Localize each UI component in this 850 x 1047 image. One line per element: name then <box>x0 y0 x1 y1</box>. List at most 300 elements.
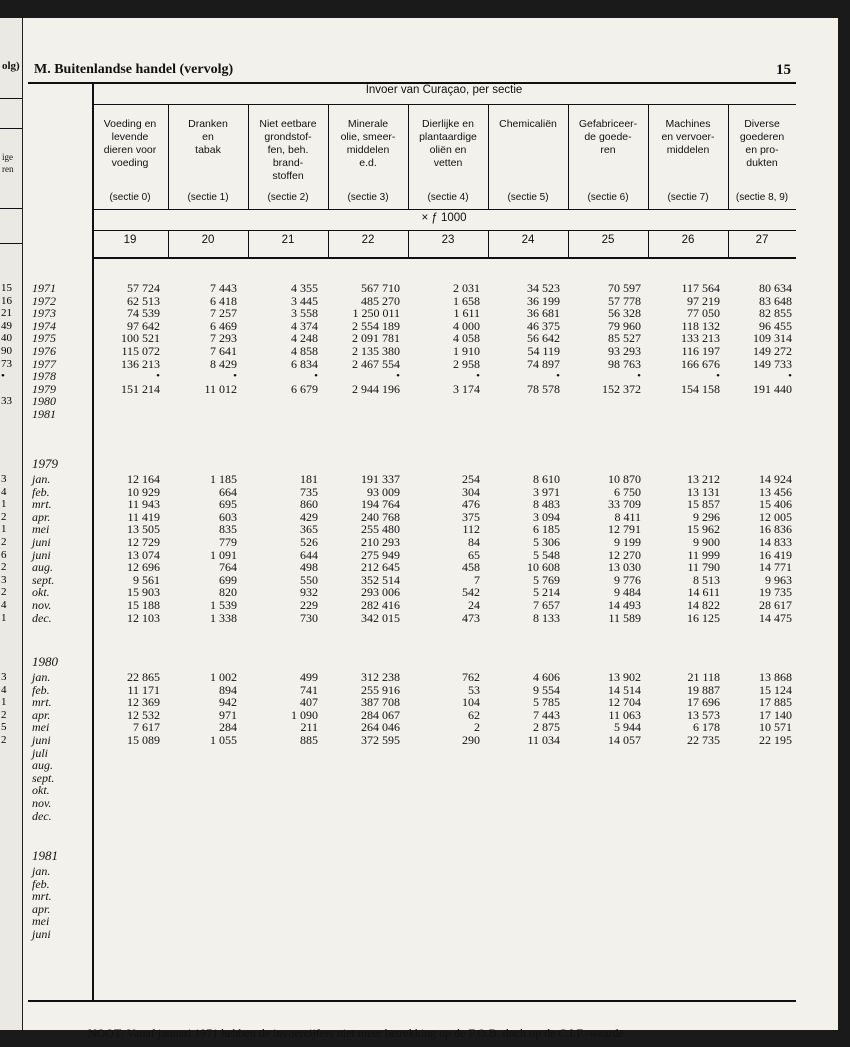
table-cell: 550 <box>300 572 318 587</box>
table-cell: 15 857 <box>687 497 720 512</box>
table-cell: 6 834 <box>291 356 318 371</box>
table-cell: 24 <box>468 597 480 612</box>
table-cell: 1 055 <box>210 732 237 747</box>
strip-number: 21 <box>1 307 12 320</box>
table-cell: 93 009 <box>367 484 400 499</box>
table-cell: 3 094 <box>533 509 560 524</box>
table-cell: 77 050 <box>687 306 720 321</box>
unit-label: × ƒ 1000 <box>421 212 467 224</box>
month-labels <box>32 473 54 624</box>
table-cell: 284 <box>219 720 237 735</box>
table-cell: 458 <box>462 560 480 575</box>
column-header-label: Machines en vervoer- middelen <box>661 118 715 156</box>
year-label: 1978 <box>32 369 56 384</box>
table-cell: 11 790 <box>687 560 720 575</box>
table-cell: 12 729 <box>127 534 160 549</box>
strip-number: • <box>1 370 5 383</box>
table-cell: 65 <box>468 547 480 562</box>
table-cell: 104 <box>462 695 480 710</box>
month-label: okt. <box>32 585 50 600</box>
table-cell: 11 012 <box>204 381 237 396</box>
strip-number: 1 <box>1 523 7 536</box>
column-header-label: Gefabriceer- de goede- ren <box>578 118 638 156</box>
table-cell: 2 554 189 <box>352 318 400 333</box>
table-cell: 181 <box>300 472 318 486</box>
column-header-label: Voeding en levende dieren voor voeding <box>103 118 157 169</box>
annual-column <box>702 282 792 395</box>
table-cell: 74 897 <box>527 356 560 371</box>
table-cell: 255 480 <box>361 522 400 537</box>
table-cell: 12 704 <box>608 695 641 710</box>
table-cell: 11 034 <box>527 732 560 747</box>
table-cell: 53 <box>468 682 480 697</box>
month-label: jan. <box>32 472 51 486</box>
table-cell: 10 571 <box>759 720 792 735</box>
table-cell: 885 <box>300 732 318 747</box>
column-header-label: Dierlijke en plantaardige oliën en vetten <box>419 118 477 169</box>
table-cell: 2 031 <box>453 281 480 295</box>
table-cell: 6 185 <box>533 522 560 537</box>
table-cell: 36 199 <box>527 293 560 308</box>
annual-column <box>147 282 237 395</box>
table-cell: 133 213 <box>681 331 720 346</box>
unit-rule <box>92 230 796 231</box>
table-cell: 22 735 <box>687 732 720 747</box>
table-cell: 2 091 781 <box>352 331 400 346</box>
table-cell: 191 440 <box>753 381 792 396</box>
monthly-1979-column <box>470 473 560 624</box>
table-cell: 9 900 <box>693 534 720 549</box>
table-cell: 97 642 <box>127 318 160 333</box>
table-cell: 14 475 <box>759 610 792 625</box>
table-cell: 473 <box>462 610 480 625</box>
table-cell: 11 171 <box>127 682 160 697</box>
table-cell: 7 293 <box>210 331 237 346</box>
table-cell: 498 <box>300 560 318 575</box>
table-cell: 7 641 <box>210 343 237 358</box>
strip-number: 49 <box>1 319 12 332</box>
table-cell: 730 <box>300 610 318 625</box>
column-number: 26 <box>681 234 695 246</box>
month-label: dec. <box>32 610 52 625</box>
table-cell: 5 944 <box>614 720 641 735</box>
table-cell: 8 133 <box>533 610 560 625</box>
table-cell: 644 <box>300 547 318 562</box>
table-cell: 567 710 <box>361 281 400 295</box>
column-divider <box>168 104 169 209</box>
column-number: 20 <box>201 234 215 246</box>
table-cell: 3 174 <box>453 381 480 396</box>
strip-number: 4 <box>1 485 7 498</box>
table-cell: 194 764 <box>361 497 400 512</box>
monthly-1980-column <box>702 671 792 747</box>
table-cell: 11 943 <box>127 497 160 512</box>
strip-number <box>1 383 12 396</box>
table-cell: 96 455 <box>759 318 792 333</box>
table-cell: 152 372 <box>602 381 641 396</box>
table-cell: 15 962 <box>687 522 720 537</box>
table-cell: 12 532 <box>127 707 160 722</box>
column-divider <box>568 230 569 257</box>
table-cell: 57 778 <box>608 293 641 308</box>
table-cell: 15 188 <box>127 597 160 612</box>
table-cell: 16 836 <box>759 522 792 537</box>
table-cell: • <box>396 370 400 383</box>
column-divider <box>648 104 649 209</box>
column-header-label: Minerale olie, smeer- middelen e.d. <box>340 118 396 169</box>
table-cell: 499 <box>300 670 318 684</box>
year-1981-heading: 1981 <box>32 848 58 863</box>
table-cell: 13 030 <box>608 560 641 575</box>
table-cell: 7 443 <box>210 281 237 295</box>
table-cell: 342 015 <box>361 610 400 625</box>
month-label: mrt. <box>32 695 52 710</box>
table-cell: 4 000 <box>453 318 480 333</box>
table-cell: 13 573 <box>687 707 720 722</box>
table-cell: 894 <box>219 682 237 697</box>
table-cell: 4 058 <box>453 331 480 346</box>
table-cell: 542 <box>462 585 480 600</box>
strip-number: 2 <box>1 561 7 574</box>
monthly-1980-column <box>147 671 237 747</box>
header-rule <box>92 209 796 210</box>
strip-numbers <box>1 473 7 624</box>
strip-number: 2 <box>1 535 7 548</box>
table-cell: 312 238 <box>361 670 400 684</box>
column-number: 27 <box>755 234 769 246</box>
table-cell: 526 <box>300 534 318 549</box>
table-cell: 13 902 <box>608 670 641 684</box>
table-cell: 4 374 <box>291 318 318 333</box>
month-label: juni <box>32 732 51 747</box>
table-cell: • <box>476 370 480 383</box>
table-cell: 57 724 <box>127 281 160 295</box>
year-label: 1980 <box>32 394 56 409</box>
table-cell: 13 131 <box>687 484 720 499</box>
table-cell: 22 195 <box>759 732 792 747</box>
column-section: (sectie 3) <box>347 192 389 203</box>
table-cell: 603 <box>219 509 237 524</box>
table-cell: 118 132 <box>681 318 720 333</box>
table-cell: 860 <box>300 497 318 512</box>
month-label: okt. <box>32 783 50 798</box>
strip-number: 33 <box>1 395 12 408</box>
year-label: 1981 <box>32 406 56 421</box>
table-cell: 476 <box>462 497 480 512</box>
month-label: feb. <box>32 876 50 891</box>
table-cell: 5 306 <box>533 534 560 549</box>
table-cell: 78 578 <box>527 381 560 396</box>
table-cell: 28 617 <box>759 597 792 612</box>
month-label: aug. <box>32 560 53 575</box>
monthly-1979-column <box>551 473 641 624</box>
table-cell: 80 634 <box>759 281 792 295</box>
table-cell: 9 554 <box>533 682 560 697</box>
strip-number: 2 <box>1 708 7 721</box>
table-cell: 407 <box>300 695 318 710</box>
title-rule <box>92 104 796 105</box>
table-cell: 14 057 <box>608 732 641 747</box>
table-cell: 375 <box>462 509 480 524</box>
table-cell: 19 887 <box>687 682 720 697</box>
table-cell: 282 416 <box>361 597 400 612</box>
table-cell: 3 971 <box>533 484 560 499</box>
table-cell: 109 314 <box>753 331 792 346</box>
year-label: 1976 <box>32 343 56 358</box>
table-cell: 942 <box>219 695 237 710</box>
table-cell: 9 484 <box>614 585 641 600</box>
table-cell: 5 548 <box>533 547 560 562</box>
table-cell: 6 178 <box>693 720 720 735</box>
table-cell: 12 270 <box>608 547 641 562</box>
table-cell: 6 469 <box>210 318 237 333</box>
table-cell: 1 539 <box>210 597 237 612</box>
table-cell: 1 611 <box>453 306 480 321</box>
year-label: 1979 <box>32 381 56 396</box>
strip-number: 5 <box>1 721 7 734</box>
table-cell: 13 074 <box>127 547 160 562</box>
table-cell: 56 328 <box>608 306 641 321</box>
column-divider <box>648 230 649 257</box>
table-cell: 17 140 <box>759 707 792 722</box>
table-cell: 85 527 <box>608 331 641 346</box>
month-label: mei <box>32 522 50 537</box>
table-cell: 70 597 <box>608 281 641 295</box>
table-cell: 1 002 <box>210 670 237 684</box>
year-label: 1974 <box>32 318 56 333</box>
column-section: (sectie 5) <box>507 192 549 203</box>
month-labels <box>32 671 54 822</box>
strip-number: 3 <box>1 671 7 683</box>
month-label: nov. <box>32 597 52 612</box>
table-cell: 19 735 <box>759 585 792 600</box>
table-cell: 136 213 <box>121 356 160 371</box>
table-cell: 149 272 <box>753 343 792 358</box>
table-cell: 762 <box>462 670 480 684</box>
column-divider <box>728 104 729 209</box>
table-cell: 932 <box>300 585 318 600</box>
month-label: nov. <box>32 795 52 810</box>
column-header-label: Diverse goederen en pro- dukten <box>739 118 785 169</box>
table-cell: 56 642 <box>527 331 560 346</box>
table-cell: 15 903 <box>127 585 160 600</box>
table-cell: 275 949 <box>361 547 400 562</box>
table-cell: 764 <box>219 560 237 575</box>
month-label: jan. <box>32 864 51 878</box>
table-cell: 304 <box>462 484 480 499</box>
table-cell: 5 769 <box>533 572 560 587</box>
table-cell: 98 763 <box>608 356 641 371</box>
table-cell: 352 514 <box>361 572 400 587</box>
table-cell: 14 493 <box>608 597 641 612</box>
table-cell: 21 118 <box>687 670 720 684</box>
table-cell: • <box>716 370 720 383</box>
table-cell: 6 750 <box>614 484 641 499</box>
table-cell: 779 <box>219 534 237 549</box>
strip-number: 15 <box>1 282 12 294</box>
table-cell: 14 833 <box>759 534 792 549</box>
table-cell: 835 <box>219 522 237 537</box>
table-cell: 7 257 <box>210 306 237 321</box>
table-cell: 11 999 <box>687 547 720 562</box>
column-divider <box>488 104 489 209</box>
table-cell: 293 006 <box>361 585 400 600</box>
table-cell: 2 135 380 <box>352 343 400 358</box>
table-cell: 4 858 <box>291 343 318 358</box>
column-section: (sectie 7) <box>667 192 709 203</box>
table-cell: 115 072 <box>121 343 160 358</box>
column-divider <box>328 230 329 257</box>
month-label: aug. <box>32 758 53 773</box>
table-cell: 15 124 <box>759 682 792 697</box>
table-cell: 83 648 <box>759 293 792 308</box>
strip-number: 1 <box>1 611 7 624</box>
strip-number: 4 <box>1 598 7 611</box>
annual-column <box>310 282 400 395</box>
column-divider <box>568 104 569 209</box>
column-divider <box>248 230 249 257</box>
table-cell: 240 768 <box>361 509 400 524</box>
table-cell: 485 270 <box>361 293 400 308</box>
strip-number: 1 <box>1 696 7 709</box>
monthly-1980-column <box>390 671 480 747</box>
table-cell: 46 375 <box>527 318 560 333</box>
table-cell: 12 696 <box>127 560 160 575</box>
table-cell: 10 929 <box>127 484 160 499</box>
table-cell: 429 <box>300 509 318 524</box>
year-label: 1972 <box>32 293 56 308</box>
table-cell: 7 443 <box>533 707 560 722</box>
table-cell: 1 185 <box>210 472 237 486</box>
monthly-1979-column <box>228 473 318 624</box>
month-label: apr. <box>32 901 51 916</box>
table-cell: 211 <box>300 720 318 735</box>
strip-number: 40 <box>1 332 12 345</box>
table-cell: 166 676 <box>681 356 720 371</box>
column-number: 22 <box>361 234 375 246</box>
monthly-1979-column <box>147 473 237 624</box>
table-cell: 93 293 <box>608 343 641 358</box>
monthly-1980-column <box>228 671 318 747</box>
month-label: feb. <box>32 484 50 499</box>
strip-number: 1 <box>1 498 7 511</box>
strip-number: 4 <box>1 683 7 696</box>
month-label: juli <box>32 745 49 760</box>
strip-number: 90 <box>1 344 12 357</box>
table-cell: • <box>156 370 160 383</box>
table-cell: 12 103 <box>127 610 160 625</box>
monthly-1980-column <box>470 671 560 747</box>
strip-top-label: olg) <box>2 60 20 72</box>
table-cell: 97 219 <box>687 293 720 308</box>
table-cell: 254 <box>462 472 480 486</box>
year-labels <box>32 282 56 421</box>
year-label: 1975 <box>32 331 56 346</box>
year-1980-heading: 1980 <box>32 654 58 669</box>
table-cell: • <box>788 370 792 383</box>
column-number: 24 <box>521 234 535 246</box>
month-label: sept. <box>32 572 55 587</box>
month-label: feb. <box>32 682 50 697</box>
table-cell: 8 513 <box>693 572 720 587</box>
table-cell: 22 865 <box>127 670 160 684</box>
year-label: 1971 <box>32 281 56 295</box>
page <box>0 18 838 1040</box>
strip-number: 6 <box>1 548 7 561</box>
strip-numbers <box>1 282 12 408</box>
table-cell: 11 589 <box>608 610 641 625</box>
table-cell: 212 645 <box>361 560 400 575</box>
table-cell: 54 119 <box>527 343 560 358</box>
table-cell: 695 <box>219 497 237 512</box>
table-cell: 4 355 <box>291 281 318 295</box>
table-cell: 8 429 <box>210 356 237 371</box>
monthly-1980-column <box>551 671 641 747</box>
footnote: NOOT: Vanaf januari 1971 hebben de invoercijfers niet meer betrekking op de F.O.B. doch op de C.I.F.-waarde <box>88 1026 624 1040</box>
strip-number: 73 <box>1 357 12 370</box>
table-cell: 154 158 <box>681 381 720 396</box>
table-cell: • <box>556 370 560 383</box>
table-cell: 741 <box>300 682 318 697</box>
table-cell: 79 960 <box>608 318 641 333</box>
table-cell: 11 419 <box>127 509 160 524</box>
table-cell: 9 199 <box>614 534 641 549</box>
column-header-label: Chemicaliën <box>499 118 557 130</box>
table-cell: 100 521 <box>121 331 160 346</box>
table-cell: 12 005 <box>759 509 792 524</box>
table-cell: 1 091 <box>210 547 237 562</box>
annual-column <box>228 282 318 395</box>
table-cell: 15 089 <box>127 732 160 747</box>
monthly-1979-column <box>310 473 400 624</box>
column-divider <box>488 230 489 257</box>
table-cell: 1 338 <box>210 610 237 625</box>
table-cell: 13 456 <box>759 484 792 499</box>
table-cell: 34 523 <box>527 281 560 295</box>
table-cell: • <box>637 370 641 383</box>
table-cell: 10 608 <box>527 560 560 575</box>
strip-number: 3 <box>1 573 7 586</box>
table-cell: 9 296 <box>693 509 720 524</box>
table-cell: • <box>233 370 237 383</box>
table-cell: 971 <box>219 707 237 722</box>
table-cell: 84 <box>468 534 480 549</box>
month-label: juni <box>32 534 51 549</box>
column-divider <box>408 104 409 209</box>
table-cell: 12 164 <box>127 472 160 486</box>
table-cell: 9 963 <box>765 572 792 587</box>
monthly-1980-column <box>310 671 400 747</box>
table-cell: 12 791 <box>608 522 641 537</box>
table-title: Invoer van Curaçao, per sectie <box>365 84 523 96</box>
table-cell: 8 411 <box>614 509 641 524</box>
table-cell: 4 606 <box>533 670 560 684</box>
table-cell: 117 564 <box>681 281 720 295</box>
annual-column <box>551 282 641 395</box>
column-divider <box>408 230 409 257</box>
page-number: 15 <box>776 62 791 78</box>
table-cell: 62 513 <box>127 293 160 308</box>
column-header-label: Dranken en tabak <box>188 118 228 156</box>
month-label: sept. <box>32 770 55 785</box>
table-cell: 13 868 <box>759 670 792 684</box>
table-cell: 6 418 <box>210 293 237 308</box>
month-labels <box>32 865 52 941</box>
month-label: mrt. <box>32 889 52 904</box>
strip-number: 2 <box>1 510 7 523</box>
table-cell: 14 514 <box>608 682 641 697</box>
year-label: 1977 <box>32 356 56 371</box>
